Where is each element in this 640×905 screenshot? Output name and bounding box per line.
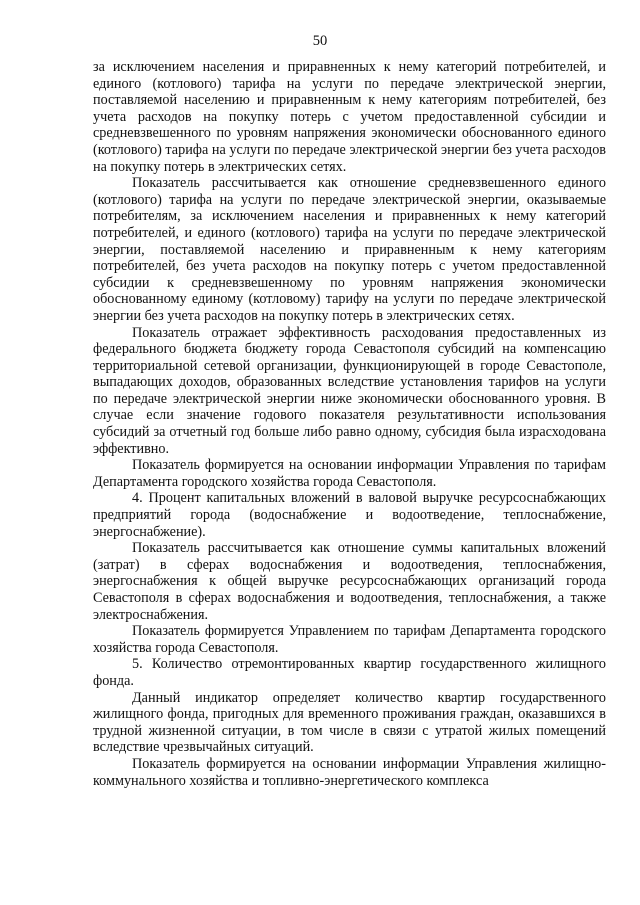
section-heading: 5. Количество отремонтированных квартир государственного жилищного фонда. <box>93 656 606 689</box>
paragraph: Показатель рассчитывается как отношение средневзвешенного единого (котлового) тарифа на услуги по передаче электрической энергии, оказываемые потребителям, за исключением населения и приравненных к нему категорий потребителей, и единого (котлового) тарифа на услуги по передаче электрической энергии, поставляемой населению и приравненным к нему категориям потребителей, без учета расходов на покупку потерь с учетом предоставленной субсидии к средневзвешенному по уровням напряжения экономически обоснованному единому (котловому) тарифу на услуги по передаче электрической энергии без учета расходов на покупку потерь в электрических сетях. <box>93 175 606 324</box>
section-heading: 4. Процент капитальных вложений в валовой выручке ресурсоснабжающих предприятий города (водоснабжение и водоотведение, теплоснабжение, энергоснабжение). <box>93 490 606 540</box>
paragraph: Показатель формируется Управлением по тарифам Департамента городского хозяйства города Севастополя. <box>93 623 606 656</box>
document-body <box>93 59 606 789</box>
page-number: 50 <box>312 33 328 49</box>
paragraph: Показатель формируется на основании информации Управления по тарифам Департамента городского хозяйства города Севастополя. <box>93 457 606 490</box>
paragraph: Показатель рассчитывается как отношение суммы капитальных вложений (затрат) в сферах водоснабжения и водоотведения, теплоснабжения, энергоснабжения к общей выручке ресурсоснабжающих организаций города Севастополя в сферах водоснабжения и водоотведения, теплоснабжения, а также электроснабжения. <box>93 540 606 623</box>
paragraph-continuation: за исключением населения и приравненных к нему категорий потребителей, и единого (котлового) тарифа на услуги по передаче электрической энергии, поставляемой населению и приравненным к нему категориям потребителей, без учета расходов на покупку потерь с учетом предоставленной субсидии и средневзвешенного по уровням напряжения экономически обоснованного единого (котлового) тарифа на услуги по передаче электрической энергии без учета расходов на покупку потерь в электрических сетях. <box>93 59 606 175</box>
paragraph: Данный индикатор определяет количество квартир государственного жилищного фонда, пригодных для временного проживания граждан, оказавшихся в трудной жизненной ситуации, в том числе в связи с утратой жилых помещений вследствие чрезвычайных ситуаций. <box>93 689 606 756</box>
paragraph: Показатель формируется на основании информации Управления жилищно-коммунального хозяйства и топливно-энергетического комплекса <box>93 755 606 789</box>
paragraph: Показатель отражает эффективность расходования предоставленных из федерального бюджета бюджету города Севастополя субсидий на компенсацию территориальной сетевой организации, функционирующей в городе Севастополе, выпадающих доходов, образованных вследствие установления тарифов на услуги по передаче электрической энергии ниже экономически обоснованного уровня. В случае если значение годового показателя результативности использования субсидий за отчетный год больше либо равно одному, субсидия была израсходована эффективно. <box>93 324 606 457</box>
